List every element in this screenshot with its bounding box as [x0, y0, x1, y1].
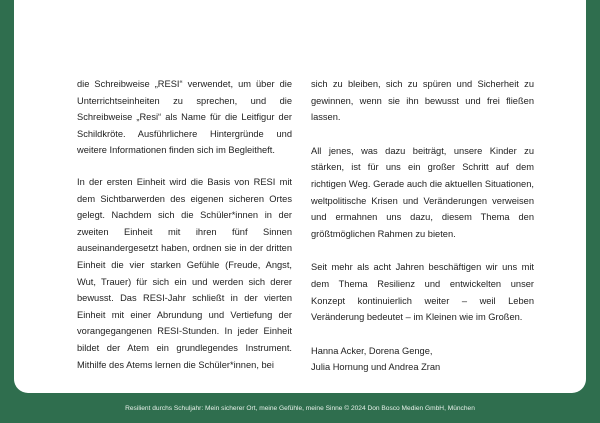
paragraph-units-overview: In der ersten Einheit wird die Basis von RESI mit dem Sichtbarwerden des eigenen sicheren Ortes gelegt. Nachdem sich die Schüler*innen in der zweiten Einheit mit ihren fünf Sinnen auseinandergesetzt haben, ordnen sie in der dritten Einheit die vier starken Gefühle (Freude, Angst, Wut, Trauer) für sich ein und werden sich derer bewusst. Das RESI-Jahr schließt in der vierten Einheit mit einer Abrundung und Vertiefung der vorangegangenen RESI-Stunden. In jeder Einheit bildet der Atem ein grundlegendes Instrument. Mithilfe des Atems lernen die Schüler*innen, bei	[77, 176, 292, 370]
left-text-column	[77, 76, 292, 388]
paragraph-writing-convention: die Schreibweise „RESI“ verwendet, um über die Unterrichtseinheiten zu sprechen, und die Schreibweise „Resi“ als Name für die Leitfigur der Schildkröte. Ausführlichere Hintergründe und weitere Informationen finden sich im Begleitheft.	[77, 79, 292, 156]
paragraph-resilience-experience: Seit mehr als acht Jahren beschäftigen wir uns mit dem Thema Resilienz und entwickelten unser Konzept kontinuierlich weiter – weil Leben Veränderung bedeutet – im Kleinen wie im Großen.	[311, 262, 534, 323]
authors-line-1: Hanna Acker, Dorena Genge,	[311, 345, 433, 356]
document-page	[14, 0, 586, 393]
authors-signature	[311, 343, 534, 376]
copyright-footer: Resilient durchs Schuljahr: Mein sicherer Ort, meine Gefühle, meine Sinne © 2024 Don Bosco Medien GmbH, München	[125, 405, 475, 412]
authors-line-2: Julia Hornung und Andrea Zran	[311, 362, 441, 373]
right-text-column	[311, 76, 534, 376]
paragraph-strengthen-children: All jenes, was dazu beiträgt, unsere Kinder zu stärken, ist für uns ein großer Schritt auf dem richtigen Weg. Gerade auch die aktuellen Situationen, weltpolitische Krisen und Veränderungen verweisen und ermahnen uns dazu, diesem Thema den größtmöglichen Rahmen zu bieten.	[311, 145, 534, 239]
paragraph-breath-continuation: sich zu bleiben, sich zu spüren und Sicherheit zu gewinnen, wenn sie ihn bewusst und frei fließen lassen.	[311, 79, 534, 123]
